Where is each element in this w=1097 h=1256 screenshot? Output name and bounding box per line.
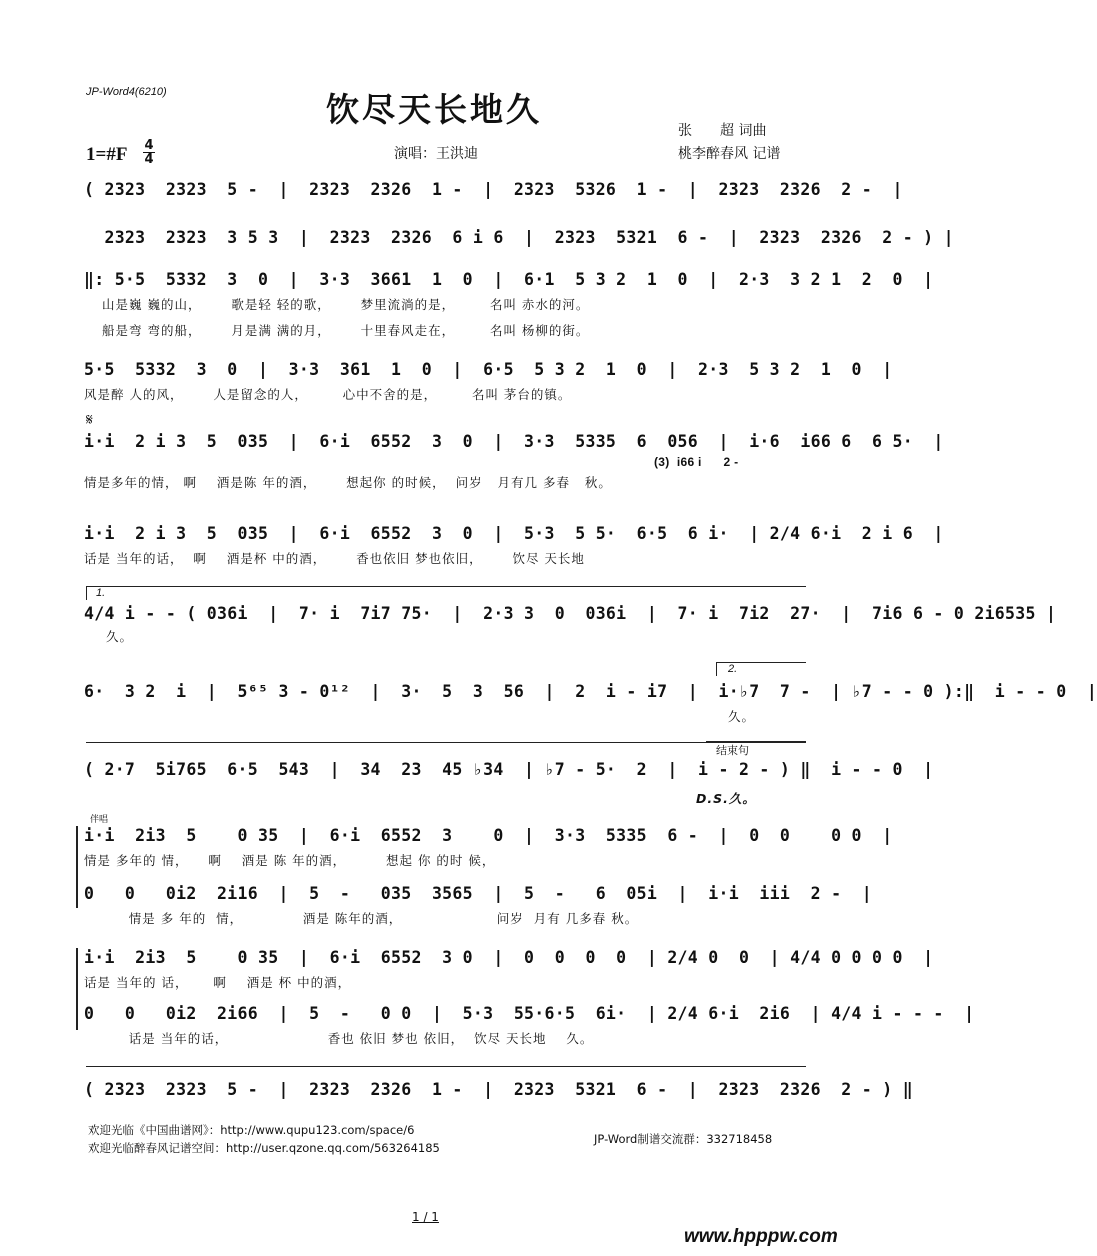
ending-label: 结束句 xyxy=(716,745,749,757)
score-line-12 xyxy=(84,948,934,991)
footer-link-qupu[interactable]: 欢迎光临《中国曲谱网》：http://www.qupu123.com/space/6 xyxy=(88,1123,415,1137)
notation-line: 0 0 0i2 2i66 | 5 - 0 0 | 5·3 55·6·5 6i· | 2/4 6·i 2i6 | 4/4 i - - - | xyxy=(84,1004,975,1023)
score-line-1 xyxy=(84,180,903,199)
score-line-9 xyxy=(84,760,934,807)
volta-2-label: 2. xyxy=(728,663,738,675)
notation-line: i·i 2 i 3 5 035 | 6·i 6552 3 0 | 3·3 5335 6 056 | i·6 i66 6 6 5· | xyxy=(84,432,944,451)
notation-line: i·i 2 i 3 5 035 | 6·i 6552 3 0 | 5·3 5 5· 6·5 6 i· | 2/4 6·i 2 i 6 | xyxy=(84,524,944,543)
transcriber-credit: 桃李醉春风 记谱 xyxy=(678,146,781,162)
volta-bracket-edge xyxy=(716,662,717,676)
score-line-11 xyxy=(84,884,873,927)
lyrics-line: 久。 xyxy=(106,629,134,644)
alternate-ending-note: (3) i66 i 2 - xyxy=(654,455,739,469)
score-line-7 xyxy=(84,604,1057,645)
volta-1-label: 1. xyxy=(96,587,106,599)
section-divider xyxy=(86,1066,806,1067)
lyrics-line: 话是 当年的话， 啊 酒是杯 中的酒， 香也依旧 梦也依旧， 饮尽 天长地 xyxy=(84,551,585,566)
page-number: 1 / 1 xyxy=(412,1210,439,1224)
notation-line: ‖: 5·5 5332 3 0 | 3·3 3661 1 0 | 6·1 5 3 2 1 0 | 2·3 3 2 1 2 0 | xyxy=(84,270,934,289)
system-bracket xyxy=(76,826,78,908)
notation-line: i·i 2i3 5 0 35 | 6·i 6552 3 0 | 3·3 5335 6 - | 0 0 0 0 | xyxy=(84,826,893,845)
notation-line: 2323 2323 3 5 3 | 2323 2326 6 i 6 | 2323 5321 6 - | 2323 2326 2 - ) | xyxy=(84,228,954,247)
notation-line: 0 0 0i2 2i16 | 5 - 035 3565 | 5 - 6 05i | i·i iii 2 - | xyxy=(84,884,873,903)
volta-bracket-edge xyxy=(86,586,87,600)
score-title: 饮尽天长地久 xyxy=(326,90,542,129)
score-line-10 xyxy=(84,826,893,869)
score-line-14 xyxy=(84,1080,913,1099)
lyrics-line: 久。 xyxy=(728,709,756,724)
score-line-8 xyxy=(84,682,1097,725)
lyrics-verse-1: 山是巍 巍的山， 歌是轻 轻的歌， 梦里流淌的是， 名叫 赤水的河。 xyxy=(102,297,590,312)
lyrics-line: 情是 多年的 情， 啊 酒是 陈 年的酒， 想起 你 的时 候， xyxy=(84,853,496,868)
lyrics-verse-2: 船是弯 弯的船， 月是满 满的月， 十里春风走在， 名叫 杨柳的街。 xyxy=(102,323,590,338)
volta-bracket-line xyxy=(86,586,806,587)
key-signature: 1=#F xyxy=(86,144,128,165)
time-signature-numerator: 4 xyxy=(144,138,154,153)
score-line-5 xyxy=(84,432,944,491)
notation-line: 6· 3 2 i | 5⁶⁵ 3 - 0¹² | 3· 5 3 56 | 2 i - i7 | i·♭7 7 - | ♭7 - - 0 ):‖ i - - 0 | xyxy=(84,682,1097,701)
notation-line: 4/4 i - - ( 036i | 7· i 7i7 75· | 2·3 3 0 036i | 7· i 7i2 27· | 7i6 6 - 0 2i6535 | xyxy=(84,604,1057,623)
score-line-3 xyxy=(84,270,934,339)
site-watermark: www.hpppw.com xyxy=(684,1226,838,1247)
segno-sign: 𝄋 xyxy=(86,410,93,429)
section-divider xyxy=(86,742,806,743)
score-line-2 xyxy=(84,228,954,247)
score-line-6 xyxy=(84,524,944,567)
notation-line: ( 2·7 5i765 6·5 543 | 34 23 45 ♭34 | ♭7 - 5· 2 | i - 2 - ) ‖ i - - 0 | xyxy=(84,760,934,779)
footer-group-info: JP-Word制谱交流群：332718458 xyxy=(594,1132,773,1146)
lyrics-line: 话是 当年的话， 香也 依旧 梦也 依旧， 饮尽 天长地 久。 xyxy=(84,1031,594,1046)
voice-label: 伴唱 xyxy=(90,814,109,824)
score-line-4 xyxy=(84,360,893,403)
time-signature xyxy=(143,139,155,166)
notation-line: i·i 2i3 5 0 35 | 6·i 6552 3 0 | 0 0 0 0 | 2/4 0 0 | 4/4 0 0 0 0 | xyxy=(84,948,934,967)
footer-link-qzone[interactable]: 欢迎光临醉春风记谱空间：http://user.qzone.qq.com/563264185 xyxy=(88,1141,440,1155)
system-bracket xyxy=(76,948,78,1030)
time-signature-denominator: 4 xyxy=(144,152,154,167)
notation-line: ( 2323 2323 5 - | 2323 2326 1 - | 2323 5326 1 - | 2323 2326 2 - | xyxy=(84,180,903,199)
ds-marking: D.S.久。 xyxy=(696,791,756,806)
lyrics-line: 情是多年的情， 啊 酒是陈 年的酒， 想起你 的时候， 问岁 月有几 多春 秋。 xyxy=(84,475,612,490)
software-label: JP-Word4(6210) xyxy=(86,86,167,98)
lyrics-line: 情是 多 年的 情， 酒是 陈年的酒， 问岁 月有 几多春 秋。 xyxy=(84,911,639,926)
lyrics-line: 话是 当年的 话， 啊 酒是 杯 中的酒， xyxy=(84,975,352,990)
score-line-13 xyxy=(84,1004,975,1047)
notation-line: 5·5 5332 3 0 | 3·3 361 1 0 | 6·5 5 3 2 1 0 | 2·3 5 3 2 1 0 | xyxy=(84,360,893,379)
lyrics-line: 风是醉 人的风， 人是留念的人， 心中不舍的是， 名叫 茅台的镇。 xyxy=(84,387,572,402)
singer-credit: 演唱：王洪迪 xyxy=(394,146,478,162)
notation-line: ( 2323 2323 5 - | 2323 2326 1 - | 2323 5321 6 - | 2323 2326 2 - ) ‖ xyxy=(84,1080,913,1099)
lyricist-composer-credit: 张 超 词曲 xyxy=(678,123,767,139)
